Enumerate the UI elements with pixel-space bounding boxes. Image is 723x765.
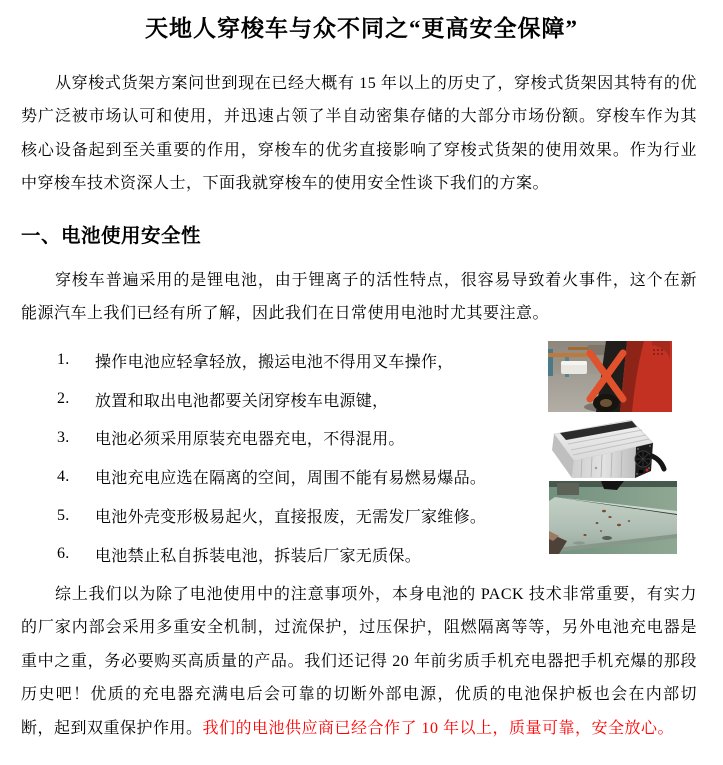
list-item-text: 电池必须采用原装充电器充电，不得混用。 xyxy=(95,431,405,449)
summary-paragraph xyxy=(21,578,697,745)
summary-black-text: 综上我们以为除了电池使用中的注意事项外，本身电池的 PACK 技术非常重要，有实力的厂家内部会采用多重安全机制，过流保护，过压保护，阻燃隔离等等，另外电池充电器是重中之重，务必要购买高质量的产品。我们还记得 20 年前劣质手机充电器把手机充爆的那段历史吧！优质的充电器充满电后会可靠的切断外部电源，优质的电池保护板也会在内部切断，起到双重保护作用。 xyxy=(21,586,697,737)
list-item-text: 电池禁止私自拆装电池，拆装后厂家无质保。 xyxy=(95,547,422,565)
intro-paragraph: 从穿梭式货架方案问世到现在已经大概有 15 年以上的历史了，穿梭式货架因其特有的优势广泛被市场认可和使用，并迅速占领了半自动密集存储的大部分市场份额。穿梭车作为其核心设备起到至关重要的作用，穿梭车的优劣直接影响了穿梭式货架的使用效果。作为行业中穿梭车技术资深人士，下面我就穿梭车的使用安全性谈下我们的方案。 xyxy=(21,75,697,193)
summary-red-text: 我们的电池供应商已经合作了 10 年以上，质量可靠，安全放心。 xyxy=(202,719,675,737)
list-item xyxy=(57,341,527,380)
list-item xyxy=(57,419,527,458)
battery-safety-list xyxy=(57,341,527,574)
list-item-number: 3. xyxy=(57,428,70,446)
list-item-text: 操作电池应轻拿轻放，搬运电池不得用叉车操作， xyxy=(95,353,454,371)
forklift-x-photo xyxy=(548,341,672,412)
battery-intro-paragraph: 穿梭车普遍采用的是锂电池，由于锂离子的活性特点，很容易导致着火事件，这个在新能源汽车上我们已经有所了解，因此我们在日常使用电池时尤其要注意。 xyxy=(21,272,697,323)
document-title: 天地人穿梭车与众不同之“更高安全保障” xyxy=(145,16,578,41)
list-item-number: 2. xyxy=(57,390,70,408)
list-item-text: 电池充电应选在隔离的空间，周围不能有易燃易爆品。 xyxy=(95,470,487,488)
deformed-battery-case-photo xyxy=(549,481,677,554)
list-item-text: 放置和取出电池都要关闭穿梭车电源键， xyxy=(95,392,389,410)
list-item xyxy=(57,457,527,496)
section-heading-battery-safety: 一、电池使用安全性 xyxy=(21,226,202,247)
list-item-text: 电池外壳变形极易起火，直接报废，无需发厂家维修。 xyxy=(95,509,487,527)
battery-charger-photo xyxy=(536,414,667,482)
list-item-number: 5. xyxy=(57,506,70,524)
list-item-number: 6. xyxy=(57,545,70,563)
list-item xyxy=(57,496,527,535)
list-item-number: 4. xyxy=(57,467,70,485)
list-item-number: 1. xyxy=(57,351,70,369)
list-item xyxy=(57,380,527,419)
list-item xyxy=(57,535,527,574)
